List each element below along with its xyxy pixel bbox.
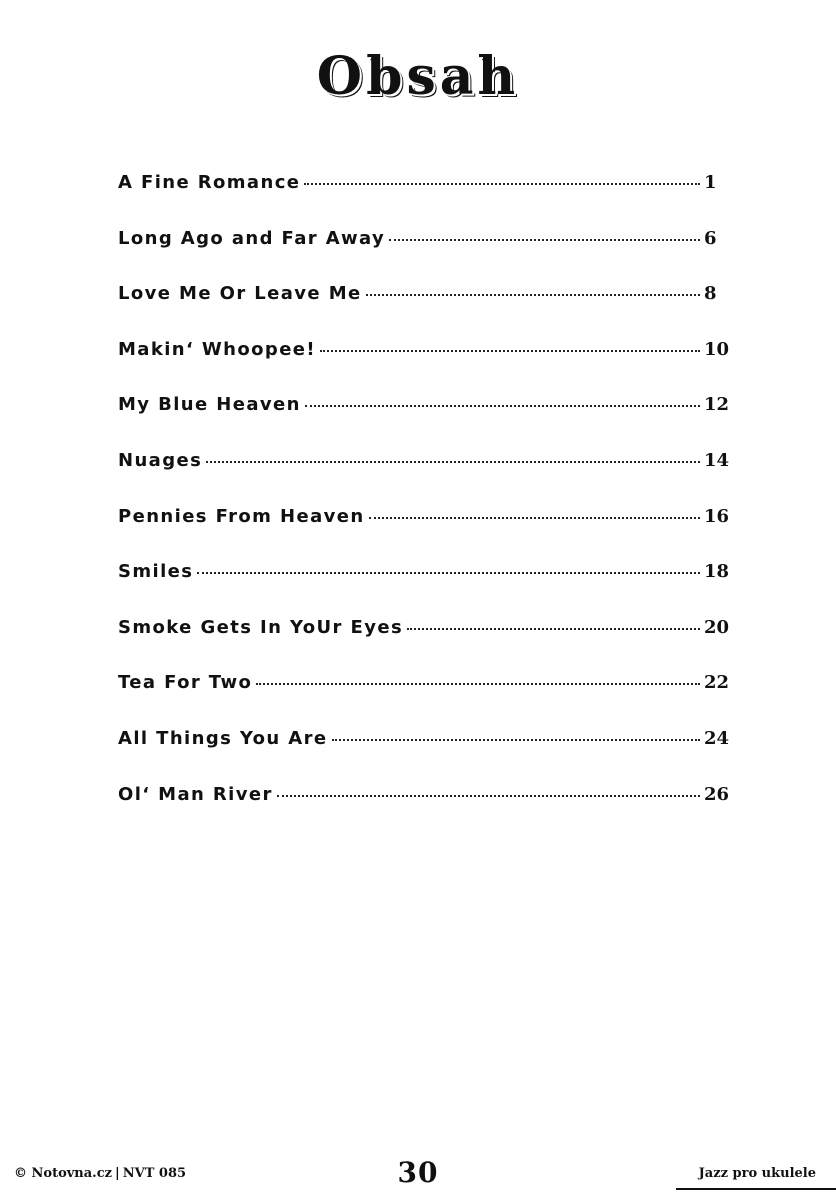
- toc-entry: [118, 561, 738, 617]
- toc-entry-page: 6: [704, 227, 717, 249]
- toc-entry-page: 14: [704, 449, 730, 471]
- toc-dot-leader: [366, 294, 700, 296]
- toc-entry-page: 8: [704, 283, 717, 305]
- toc-dot-leader: [206, 461, 700, 463]
- toc-entry-title: Pennies From Heaven: [118, 505, 365, 527]
- toc-entry: [118, 728, 738, 784]
- toc-dot-leader: [332, 739, 700, 741]
- toc-entry-title: Smiles: [118, 561, 194, 583]
- footer-publisher: © Notovna.cz: [14, 1166, 113, 1181]
- toc-dot-leader: [369, 517, 700, 519]
- footer-separator: |: [115, 1166, 120, 1181]
- toc-entry-title: Tea For Two: [118, 672, 253, 694]
- toc-entry-page: 24: [704, 727, 730, 749]
- toc-entry-page: 18: [704, 561, 730, 583]
- toc-entry-page: 20: [704, 616, 730, 638]
- table-of-contents: [118, 172, 738, 839]
- toc-entry: [118, 617, 738, 673]
- footer-rule: [676, 1188, 836, 1190]
- toc-entry: [118, 394, 738, 450]
- toc-entry-title: Makin‘ Whoopee!: [118, 338, 317, 360]
- toc-dot-leader: [305, 405, 700, 407]
- toc-entry-page: 16: [704, 505, 730, 527]
- toc-entry-title: All Things You Are: [118, 727, 328, 749]
- toc-entry: [118, 784, 738, 840]
- toc-entry: [118, 228, 738, 284]
- toc-entry: [118, 283, 738, 339]
- toc-dot-leader: [277, 795, 700, 797]
- toc-entry: [118, 506, 738, 562]
- toc-entry-title: My Blue Heaven: [118, 394, 301, 416]
- toc-entry-page: 1: [704, 172, 717, 193]
- footer-book-title: Jazz pro ukulele: [698, 1166, 816, 1181]
- toc-dot-leader: [197, 572, 700, 574]
- toc-entry-title: Ol‘ Man River: [118, 783, 273, 805]
- footer-catalog-number: NVT 085: [122, 1166, 187, 1181]
- toc-entry-title: Long Ago and Far Away: [118, 227, 386, 249]
- toc-entry-page: 26: [704, 783, 730, 805]
- toc-entry: [118, 172, 738, 228]
- toc-entry-title: Smoke Gets In YoUr Eyes: [118, 616, 404, 638]
- toc-dot-leader: [256, 683, 700, 685]
- toc-entry: [118, 672, 738, 728]
- toc-entry-page: 22: [704, 672, 730, 694]
- toc-entry-title: Nuages: [118, 449, 203, 471]
- footer-page-number: 30: [397, 1156, 439, 1189]
- toc-dot-leader: [389, 239, 700, 241]
- toc-entry-title: A Fine Romance: [118, 172, 301, 193]
- page-title: Obsah: [316, 46, 520, 107]
- toc-entry: [118, 450, 738, 506]
- toc-entry: [118, 339, 738, 395]
- toc-entry-title: Love Me Or Leave Me: [118, 283, 362, 305]
- toc-entry-page: 10: [704, 338, 730, 360]
- toc-dot-leader: [304, 183, 700, 185]
- toc-dot-leader: [407, 628, 700, 630]
- toc-entry-page: 12: [704, 394, 730, 416]
- toc-dot-leader: [320, 350, 700, 352]
